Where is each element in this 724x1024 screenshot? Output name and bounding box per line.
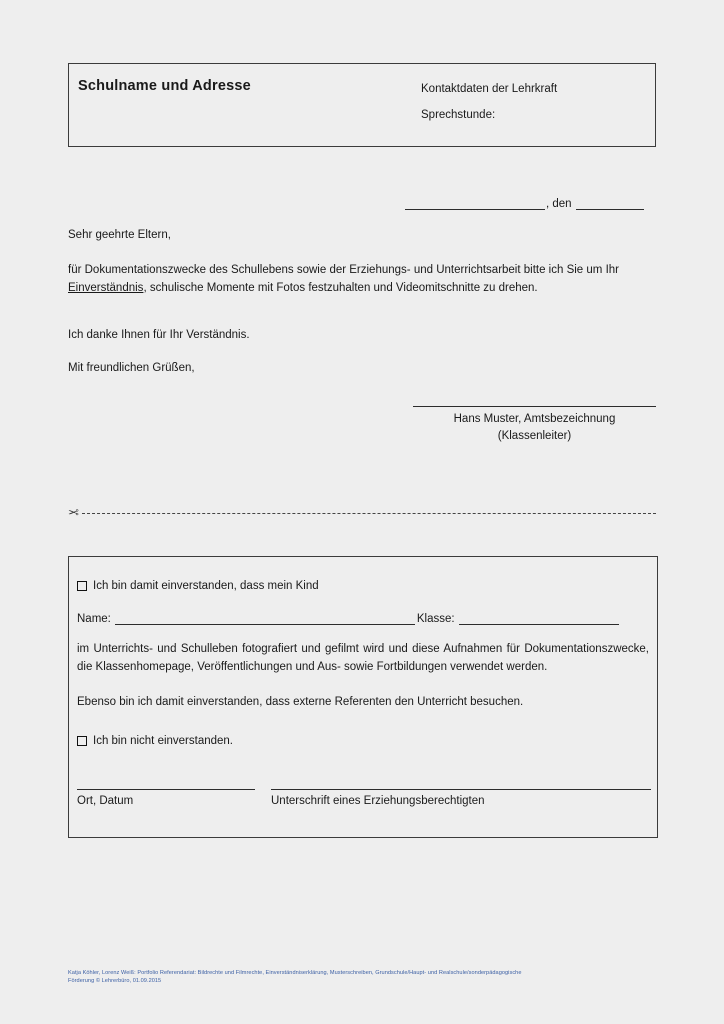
signature-rules <box>77 789 651 791</box>
scissors-icon: ✂ <box>68 504 79 520</box>
external-visitors-paragraph: Ebenso bin ich damit einverstanden, dass externe Referenten den Unterricht besuchen. <box>77 696 524 708</box>
date-blank-field[interactable] <box>576 196 644 210</box>
checkbox-icon-consent[interactable] <box>77 581 87 591</box>
regards-paragraph: Mit freundlichen Grüßen, <box>68 362 195 374</box>
consent-paragraph: im Unterrichts- und Schulleben fotografiert und gefilmt wird und diese Aufnahmen für Dokumentationszwecke, die Klassenhomepage, Veröffentlichungen und Aus- sowie Fortbildungen verwendet werden. <box>77 643 649 673</box>
salutation: Sehr geehrte Eltern, <box>68 229 171 241</box>
guardian-signature-input-field[interactable] <box>271 789 651 790</box>
main-paragraph <box>68 262 656 297</box>
cut-here-line <box>68 503 656 521</box>
signature-role: (Klassenleiter) <box>497 430 572 442</box>
school-name: Schulname und Adresse <box>78 78 251 94</box>
main-paragraph-emphasis: Einverständnis <box>68 281 144 294</box>
consent-form-box <box>68 556 658 838</box>
place-blank-field[interactable] <box>405 196 545 210</box>
place-date-label: Ort, Datum <box>77 795 134 807</box>
name-label: Name: <box>77 613 111 625</box>
cut-dashed-rule <box>82 512 656 514</box>
signature-rule <box>413 406 656 407</box>
credit-line-1: Katja Köhler, Lorenz Weiß: Portfolio Referendariat: Bildrechte und Filmrechte, Einverständniserklärung, Musterschreiben, Grundschule/Haupt- und Realschule/sonderpädagogische <box>68 970 522 976</box>
class-input-field[interactable] <box>459 611 619 625</box>
name-class-row <box>77 611 651 625</box>
main-paragraph-part2: , schulische Momente mit Fotos festzuhalten und Videomitschnitte zu drehen. <box>143 281 538 294</box>
checkbox-icon-refusal[interactable] <box>77 736 87 746</box>
class-label: Klasse: <box>416 613 455 625</box>
office-hours-label: Sprechstunde: <box>421 109 496 121</box>
date-separator-label: , den <box>546 198 572 210</box>
name-input-field[interactable] <box>115 611 415 625</box>
credit-footer <box>68 969 658 986</box>
place-date-input-field[interactable] <box>77 789 255 790</box>
signature-block <box>413 411 656 445</box>
main-paragraph-part1: für Dokumentationszwecke des Schullebens sowie der Erziehungs- und Unterrichtsarbeit bitte ich Sie um Ihr <box>68 264 619 276</box>
thanks-paragraph: Ich danke Ihnen für Ihr Verständnis. <box>68 329 250 341</box>
consent-checkbox-label: Ich bin damit einverstanden, dass mein Kind <box>93 580 319 592</box>
refusal-checkbox-label: Ich bin nicht einverstanden. <box>93 735 234 747</box>
place-date-line <box>405 196 660 210</box>
credit-line-2: Förderung © Lehrerbüro, 01.09.2015 <box>68 978 162 985</box>
guardian-signature-label: Unterschrift eines Erziehungsberechtigten <box>271 795 485 807</box>
signature-name: Hans Muster, Amtsbezeichnung <box>453 413 616 425</box>
teacher-contact-label: Kontaktdaten der Lehrkraft <box>421 83 558 95</box>
refusal-checkbox-row[interactable] <box>77 735 233 747</box>
consent-checkbox-row[interactable] <box>77 580 319 592</box>
school-header-box <box>68 63 656 147</box>
